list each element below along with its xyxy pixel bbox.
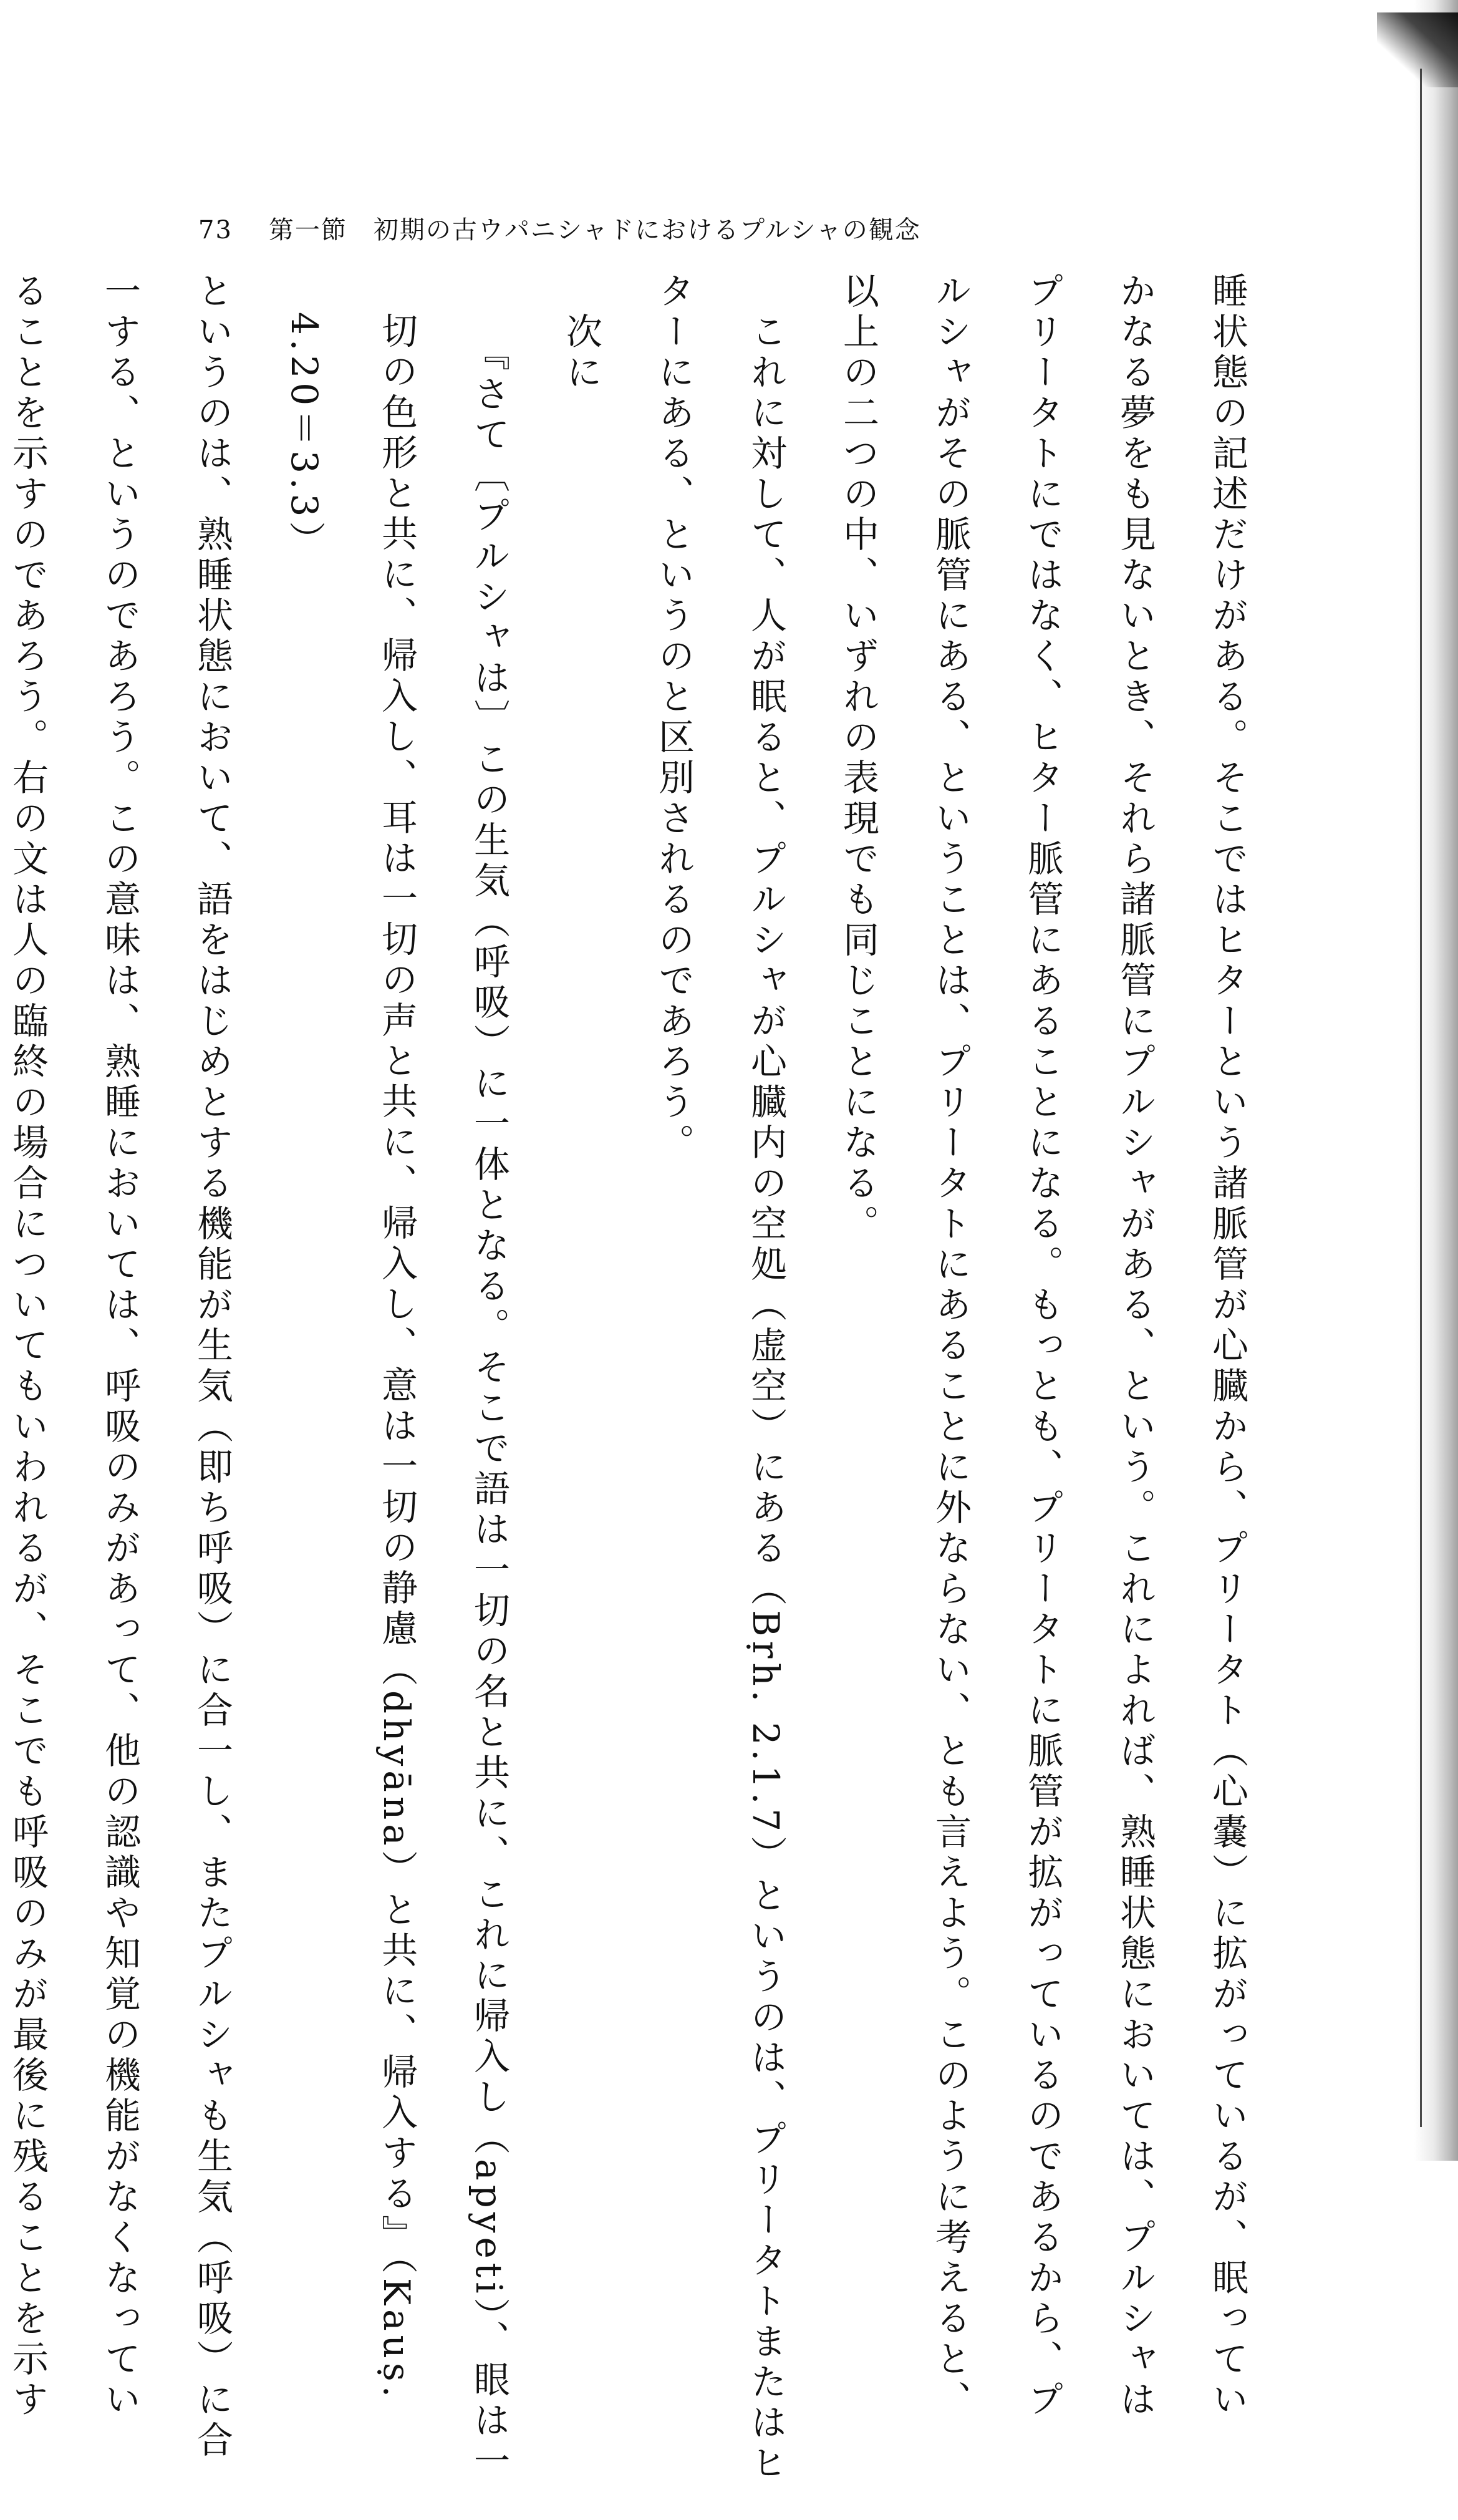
text-column: かなる夢をも見ないとき、それら諸脈管にプルシャがある、という。これによれば、熟睡状態においては、プルシャは: [1114, 272, 1156, 2421]
page-number: 73: [198, 216, 233, 245]
text-column: ルシャがその脈管にある、ということは、プリータトにあることに外ならない、とも言えよう。このように考えると、: [929, 272, 972, 2421]
quote-column: 切の色形と共に、帰入し、耳は一切の声と共に、帰入し、意は一切の静慮（dhyāna）と共に、帰入する』（Kauṣ.: [375, 312, 418, 2402]
text-column: これに対して、人が眠ると、プルシャが心臓内の空処（虚空）にある（Bṛh. 2.1.7）というのは、プリータトまたはヒ: [745, 272, 787, 2485]
vertical-body-text: [0, 272, 1273, 2485]
text-column: プリータトにではなく、ヒター脈管にあることになる。もっとも、プリータトに脈管が拡がっているのであるから、プ: [1021, 272, 1064, 2421]
text-column: 以上の二つの中、いずれの表現でも同じことになる。: [837, 272, 879, 1245]
text-column: というのは、熟睡状態において、語をはじめとする機能が生気（即ち呼吸）に合一し、またプルシャも生気（呼吸）に合: [191, 272, 233, 2461]
text-column: ることを示すのであろう。右の文は人の臨終の場合についてもいわれるが、そこでも呼吸のみが最後に残ることを示す: [6, 272, 49, 2421]
running-header: [198, 215, 921, 246]
running-title: 第一節 初期の古ウパニシャドにおけるプルシャの観念: [268, 216, 921, 245]
text-column: 次に: [560, 272, 602, 394]
quote-column: 『さて〔プルシャは〕この生気（呼吸）に一体となる。そこで語は一切の名と共に、これに帰入し（apyeti）、眼は一: [468, 312, 510, 2483]
text-column: 睡状態の記述だけがある。そこではヒターという諸脈管が心臓から、プリータト（心嚢）に拡がっているが、眠ってい: [1206, 272, 1248, 2421]
page-corner-shadow: [1377, 12, 1458, 87]
text-column: ターにある、というのと区別されるのであろう。: [652, 272, 695, 1164]
citation-column: 4.20＝3.3）: [283, 312, 326, 562]
text-column: 一する、というのであろう。この意味は、熟睡においては、呼吸のみがあって、他の認識や知覚の機能がなくなってい: [99, 272, 141, 2421]
page-edge-line: [1420, 69, 1422, 2127]
